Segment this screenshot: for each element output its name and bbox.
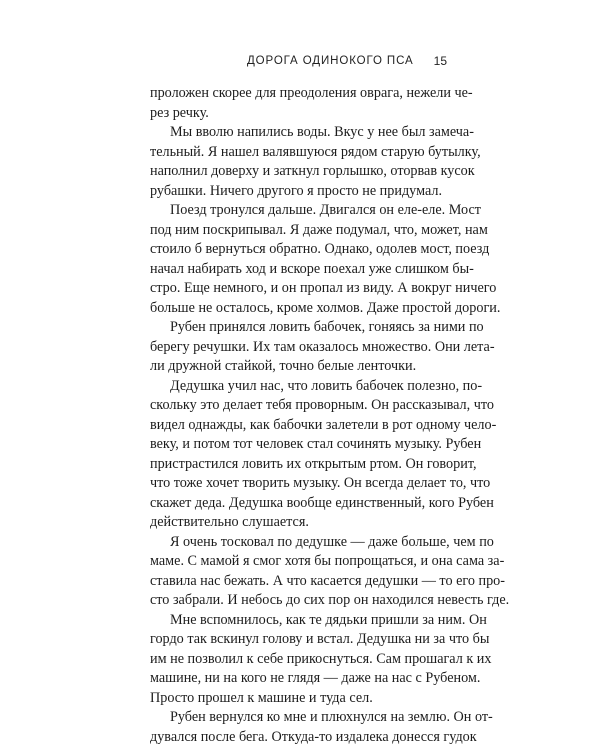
text-line: Мне вспомнилось, как те дядьки пришли за ним. Он <box>170 611 487 628</box>
running-header <box>150 53 447 69</box>
paragraph <box>150 84 473 123</box>
paragraph <box>150 611 492 709</box>
running-title: ДОРОГА ОДИНОКОГО ПСА <box>246 55 414 67</box>
text-line: гордо так вскинул голову и встал. Дедушка ни за что бы <box>150 631 490 647</box>
text-line: берегу речушки. Их там оказалось множество. Они лета- <box>150 338 495 355</box>
paragraph <box>150 123 481 201</box>
text-line: маме. С мамой я смог хотя бы попрощаться, и она сама за- <box>150 553 505 569</box>
text-line: пристрастился ловить их открытым ртом. Он говорит, <box>150 455 477 472</box>
paragraph <box>150 318 495 377</box>
text-line: Просто прошел к машине и туда сел. <box>150 689 373 706</box>
text-line: стоило б вернуться обратно. Однако, одолев мост, поезд <box>150 241 490 257</box>
body-text <box>150 84 510 747</box>
text-line: скажет деда. Дедушка вообще единственный, кого Рубен <box>150 494 494 511</box>
text-line: машине, ни на кого не глядя — даже на нас с Рубеном. <box>150 670 481 686</box>
text-line: начал набирать ход и вскоре поехал уже слишком бы- <box>150 260 474 277</box>
text-line: ставила нас бежать. А что касается дедушки — то его про- <box>150 572 505 589</box>
text-line: сто забрали. И небось до сих пор он находился невесть где. <box>150 592 510 608</box>
text-line: действительно слушается. <box>150 514 309 530</box>
text-line: Дедушка учил нас, что ловить бабочек полезно, по- <box>170 377 483 394</box>
text-line: рубашки. Ничего другого я просто не придумал. <box>150 182 443 199</box>
text-line: ли дружной стайкой, точно белые ленточки. <box>150 358 417 374</box>
text-line: рез речку. <box>150 104 209 121</box>
text-line: тельный. Я нашел валявшуюся рядом старую бутылку, <box>150 143 481 160</box>
text-line: Поезд тронулся дальше. Двигался он еле-еле. Мост <box>170 202 481 218</box>
text-line: веку, и потом тот человек стал сочинять музыку. Рубен <box>150 436 482 452</box>
text-line: им не позволил к себе прикоснуться. Сам прошагал к их <box>150 650 492 667</box>
text-line: Рубен вернулся ко мне и плюхнулся на землю. Он от- <box>170 709 493 725</box>
paragraph <box>150 533 510 611</box>
text-line: больше не осталось, кроме холмов. Даже простой дороги. <box>150 299 501 316</box>
text-line: что тоже хочет творить музыку. Он всегда делает то, что <box>150 475 491 491</box>
page-number: 15 <box>433 54 447 68</box>
paragraph <box>150 201 501 318</box>
text-line: под ним поскрипывал. Я даже подумал, что, может, нам <box>150 221 488 238</box>
text-line: проложен скорее для преодоления оврага, нежели че- <box>150 85 473 101</box>
text-line: Рубен принялся ловить бабочек, гоняясь за ними по <box>170 319 484 335</box>
text-line: скольку это делает тебя проворным. Он рассказывал, что <box>150 397 494 413</box>
paragraph <box>150 377 497 533</box>
text-line: стро. Еще немного, и он пропал из виду. А вокруг ничего <box>150 280 497 296</box>
text-line: дувался после бега. Откуда-то издалека донесся гудок <box>150 728 477 745</box>
text-line: видел однажды, как бабочки залетели в рот одному чело- <box>150 416 497 433</box>
text-line: Я очень тосковал по дедушке — даже больше, чем по <box>170 533 494 550</box>
paragraph <box>150 708 493 747</box>
text-line: Мы вволю напились воды. Вкус у нее был замеча- <box>170 124 474 140</box>
text-line: наполнил доверху и заткнул горлышко, оторвав кусок <box>150 163 475 179</box>
